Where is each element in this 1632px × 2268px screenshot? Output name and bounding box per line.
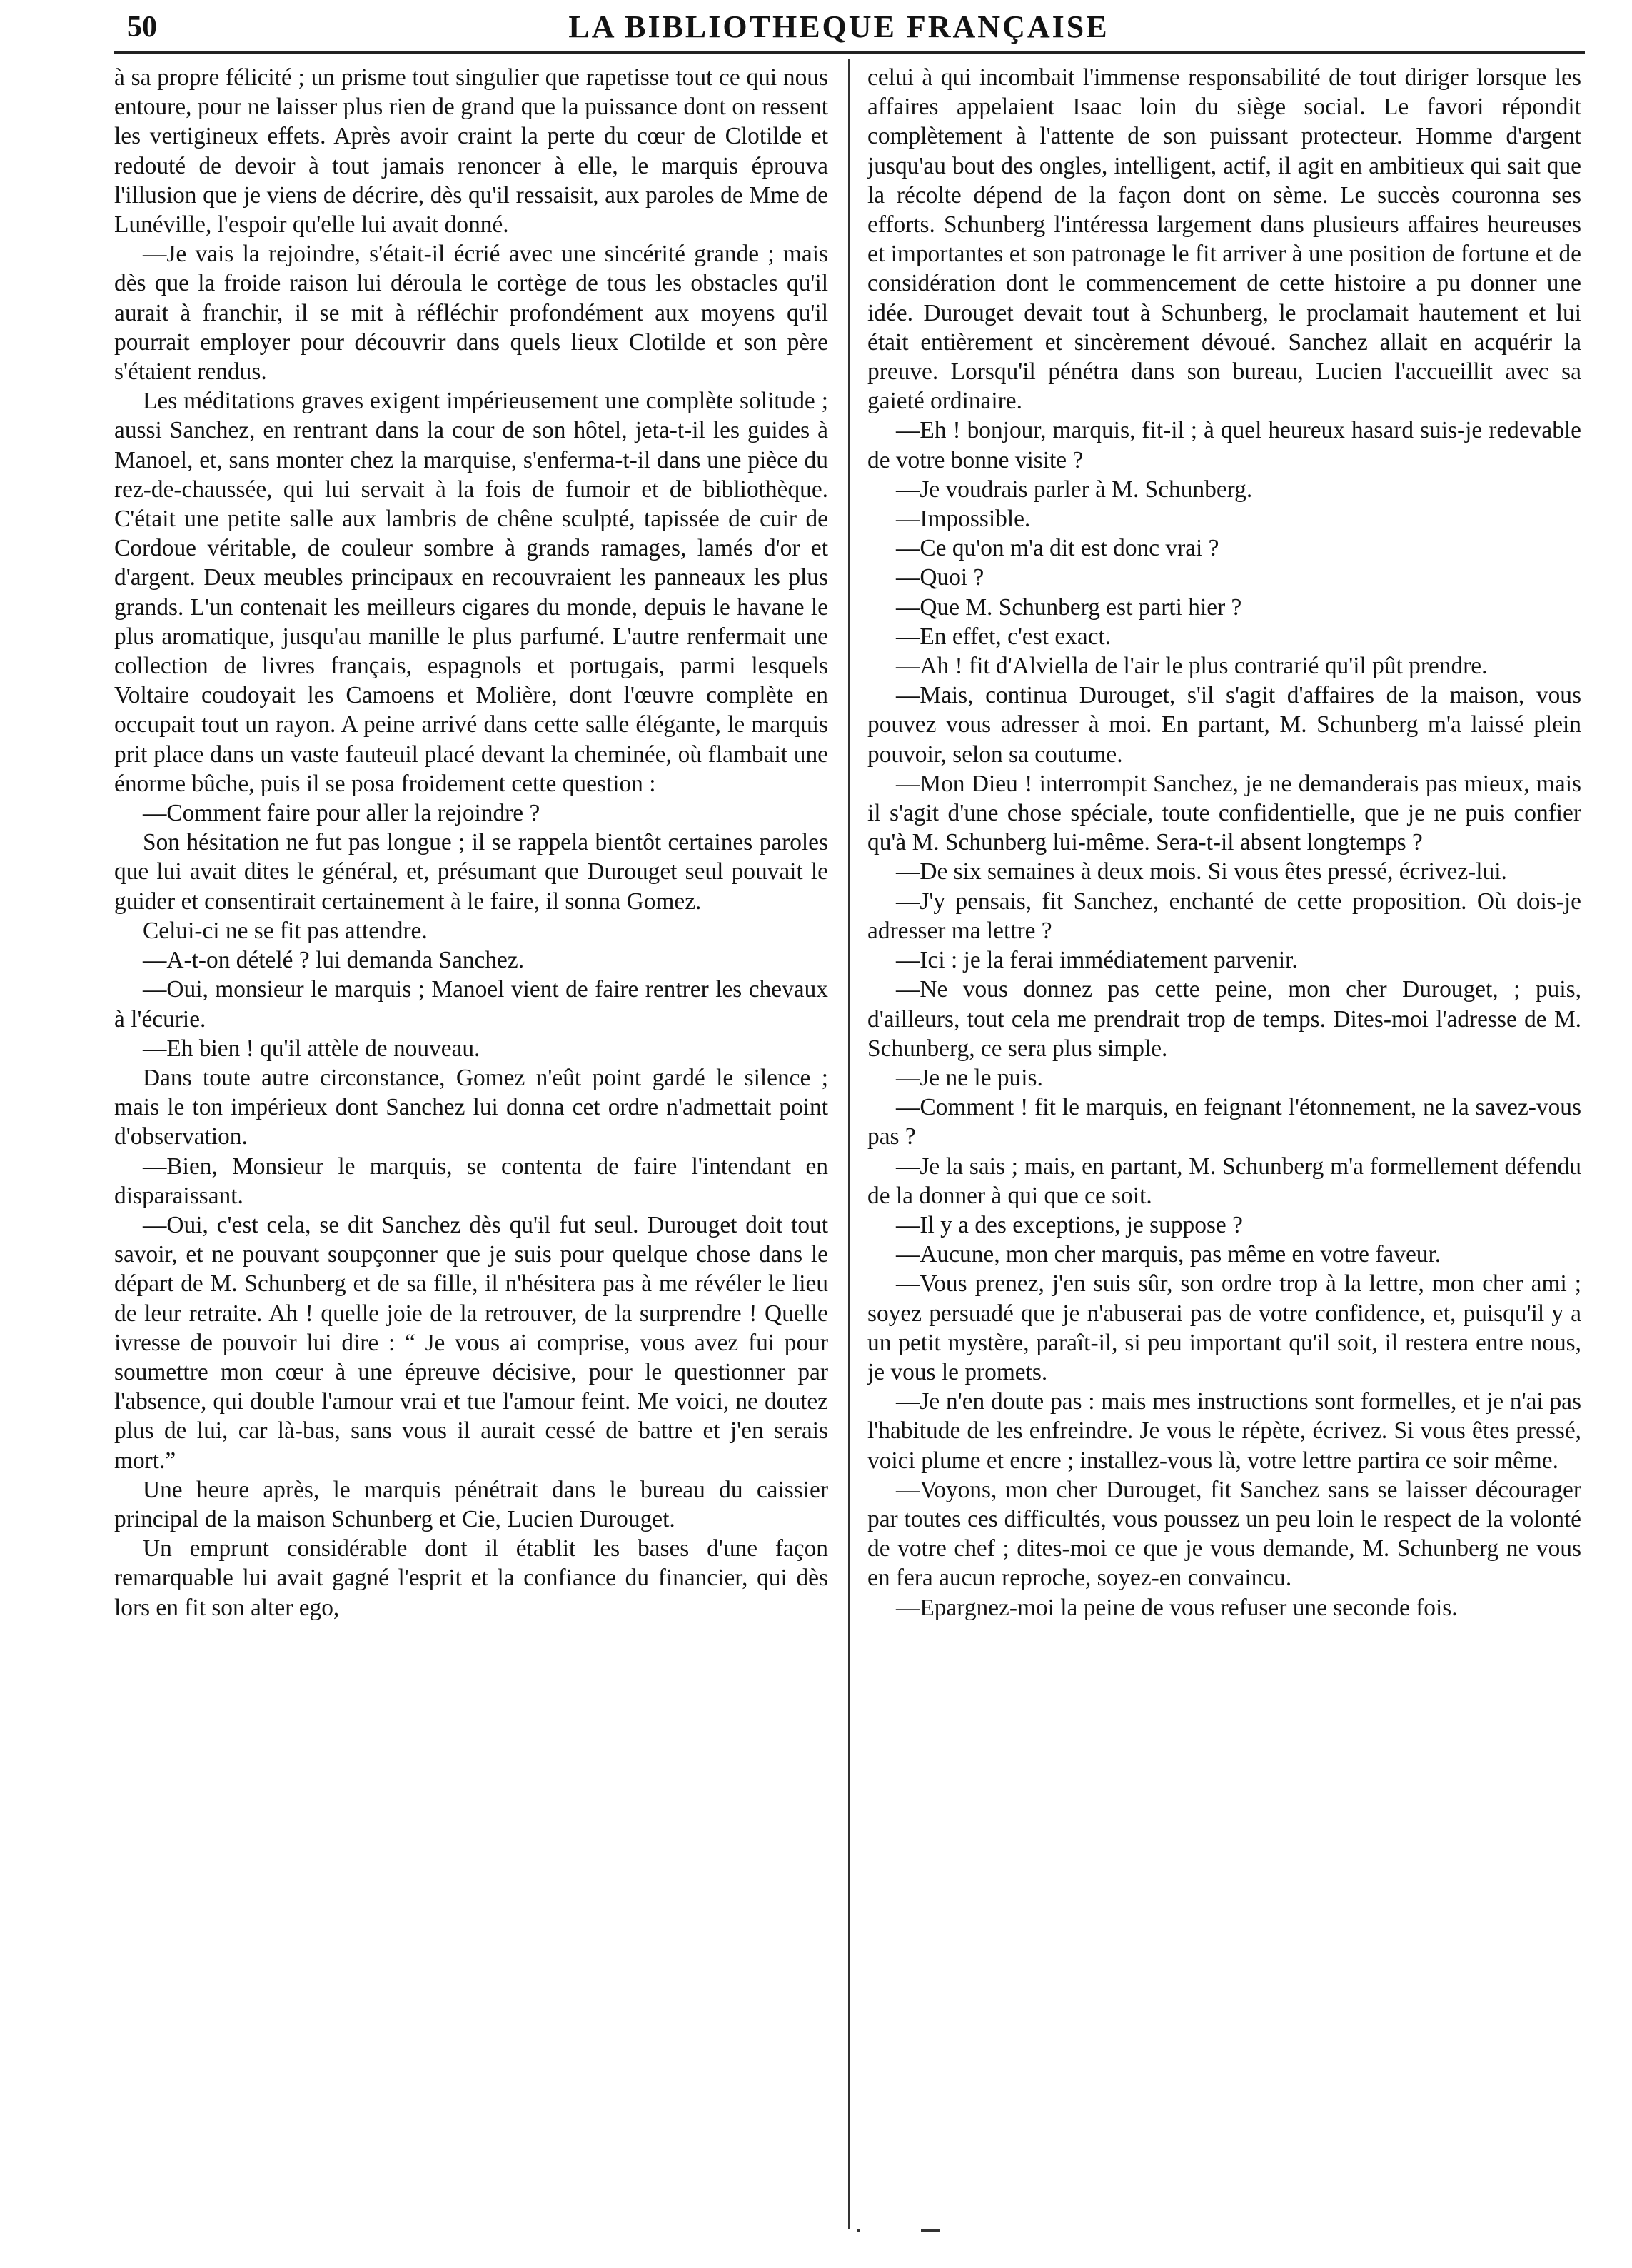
paragraph: —Oui, monsieur le marquis ; Manoel vient de faire rentrer les chevaux à l'écurie. bbox=[114, 976, 828, 1033]
paragraph: —Je ne le puis. bbox=[896, 1064, 1043, 1091]
paragraph: —Je la sais ; mais, en partant, M. Schunberg m'a formellement défendu de la donner à qui que ce soit. bbox=[867, 1153, 1581, 1209]
running-title: LA BIBLIOTHEQUE FRANÇAISE bbox=[568, 9, 1109, 44]
paragraph: —Ce qu'on m'a dit est donc vrai ? bbox=[896, 535, 1219, 562]
paragraph: Un emprunt considérable dont il établit les bases d'une façon remarquable lui avait gagné l'esprit et la confiance du financier, qui dès lors en fit son alter ego, bbox=[114, 1535, 828, 1621]
paragraph: —Ne vous donnez pas cette peine, mon cher Durouget, ; puis, d'ailleurs, tout cela me prendrait trop de temps. Dites-moi l'adresse de M. Schunberg, ce sera plus simple. bbox=[867, 976, 1581, 1062]
paragraph: —Oui, c'est cela, se dit Sanchez dès qu'il fut seul. Durouget doit tout savoir, et ne pouvant soupçonner que je suis pour quelque chose dans le départ de M. Schunberg et de sa fille, il n'hésitera pas à me révéler le lieu de leur retraite. Ah ! quelle joie de la retrouver, de la surprendre ! Quelle ivresse de pouvoir lui dire : “ Je vous ai comprise, vous avez fui pour soumettre mon cœur à une épreuve décisive, pour le questionner par l'absence, qui double l'amour vrai et tue l'amour feint. Me voici, ne doutez plus de lui, car là-bas, sans vous il aurait cessé de battre et j'en serais mort.” bbox=[114, 1211, 828, 1474]
footer-dot bbox=[857, 2229, 860, 2232]
right-column bbox=[867, 63, 1581, 1622]
paragraph: —Ici : je la ferai immédiatement parvenir. bbox=[896, 947, 1298, 974]
paragraph: —Eh bien ! qu'il attèle de nouveau. bbox=[143, 1035, 480, 1062]
paragraph: —De six semaines à deux mois. Si vous êtes pressé, écrivez-lui. bbox=[896, 858, 1507, 885]
paragraph: Celui-ci ne se fit pas attendre. bbox=[143, 917, 428, 944]
paragraph: —Bien, Monsieur le marquis, se contenta de faire l'intendant en disparaissant. bbox=[114, 1153, 828, 1209]
paragraph: Son hésitation ne fut pas longue ; il se rappela bientôt certaines paroles que lui avait dites le général, et, présumant que Durouget seul pouvait le guider et consentirait certainement à le faire, il sonna Gomez. bbox=[114, 829, 828, 915]
paragraph: —Je voudrais parler à M. Schunberg. bbox=[896, 476, 1253, 503]
paragraph: à sa propre félicité ; un prisme tout singulier que rapetisse tout ce qui nous entoure, pour ne laisser plus rien de grand que la puissance dont on ressent les vertigineux effets. Après avoir craint la perte du cœur de Clotilde et redouté de devoir à tout jamais renoncer à elle, le marquis éprouva l'illusion que je viens de décrire, dès qu'il ressaisit, aux paroles de Mme de Lunéville, l'espoir qu'elle lui avait donné. bbox=[114, 64, 828, 239]
paragraph: —En effet, c'est exact. bbox=[896, 623, 1112, 650]
paragraph: Une heure après, le marquis pénétrait dans le bureau du caissier principal de la maison Schunberg et Cie, Lucien Durouget. bbox=[114, 1476, 828, 1532]
column-divider bbox=[848, 59, 850, 2229]
paragraph: —Impossible. bbox=[896, 506, 1031, 533]
paragraph: Les méditations graves exigent impérieusement une complète solitude ; aussi Sanchez, en rentrant dans la cour de son hôtel, jeta-t-il les guides à Manoel, et, sans monter chez la marquise, s'enferma-t-il dans une pièce du rez-de-chaussée, qui lui servait à la fois de fumoir et de bibliothèque. C'était une petite salle aux lambris de chêne sculpté, tapissée de cuir de Cordoue véritable, de couleur sombre à grands ramages, lamés d'or et d'argent. Deux meubles principaux en recouvraient les panneaux les plus grands. L'un contenait les meilleurs cigares du monde, depuis le havane le plus aromatique, jusqu'au manille le plus parfumé. L'autre renfermait une collection de livres français, espagnols et portugais, parmi lesquels Voltaire coudoyait les Camoens et Molière, dont l'œuvre complète en occupait tout un rayon. A peine arrivé dans cette salle élégante, le marquis prit place dans un vaste fauteuil placé devant la cheminée, où flambait une énorme bûche, puis il se posa froidement cette question : bbox=[114, 388, 828, 797]
paragraph: —Eh ! bonjour, marquis, fit-il ; à quel heureux hasard suis-je redevable de votre bonne visite ? bbox=[867, 417, 1581, 473]
paragraph: —Voyons, mon cher Durouget, fit Sanchez sans se laisser décourager par toutes ces difficultés, vous poussez un peu loin le respect de la volonté de votre chef ; dites-moi ce que je vous demande, M. Schunberg ne vous en fera aucun reproche, soyez-en convaincu. bbox=[867, 1476, 1581, 1592]
paragraph: —Epargnez-moi la peine de vous refuser une seconde fois. bbox=[896, 1594, 1458, 1621]
page-number: 50 bbox=[127, 11, 157, 44]
paragraph: —J'y pensais, fit Sanchez, enchanté de cette proposition. Où dois-je adresser ma lettre ? bbox=[867, 888, 1581, 944]
header-rule bbox=[114, 51, 1585, 54]
paragraph: —Je vais la rejoindre, s'était-il écrié avec une sincérité grande ; mais dès que la froide raison lui déroula le cortège de tous les obstacles qu'il aurait à franchir, il se mit à réfléchir profondément aux moyens qu'il pourrait employer pour découvrir dans quels lieux Clotilde et son père s'étaient rendus. bbox=[114, 241, 828, 386]
paragraph: —Je n'en doute pas : mais mes instructions sont formelles, et je n'ai pas l'habitude de les enfreindre. Je vous le répète, écrivez. Si vous êtes pressé, voici plume et encre ; installez-vous là, votre lettre partira ce soir même. bbox=[867, 1388, 1581, 1474]
paragraph: —Ah ! fit d'Alviella de l'air le plus contrarié qu'il pût prendre. bbox=[896, 653, 1488, 680]
paragraph: —Quoi ? bbox=[896, 564, 984, 591]
paragraph: —Mais, continua Durouget, s'il s'agit d'affaires de la maison, vous pouvez vous adresser à moi. En partant, M. Schunberg m'a laissé plein pouvoir, selon sa coutume. bbox=[867, 682, 1581, 768]
paragraph: Dans toute autre circonstance, Gomez n'eût point gardé le silence ; mais le ton impérieux dont Sanchez lui donna cet ordre n'admettait point d'observation. bbox=[114, 1064, 828, 1150]
paragraph: —Vous prenez, j'en suis sûr, son ordre trop à la lettre, mon cher ami ; soyez persuadé que je n'abuserai pas de votre confidence, et, puisqu'il y a un petit mystère, paraît-il, si peu important qu'il soit, il restera entre nous, je vous le promets. bbox=[867, 1270, 1581, 1385]
paragraph: —Mon Dieu ! interrompit Sanchez, je ne demanderais pas mieux, mais il s'agit d'une chose spéciale, toute confidentielle, que je ne puis confier qu'à M. Schunberg lui-même. Sera-t-il absent longtemps ? bbox=[867, 770, 1581, 856]
footer-mark bbox=[921, 2229, 940, 2232]
paragraph: —Que M. Schunberg est parti hier ? bbox=[896, 593, 1242, 621]
journal-page bbox=[86, 0, 1592, 2268]
page-header bbox=[86, 6, 1592, 46]
paragraph: —Comment faire pour aller la rejoindre ? bbox=[143, 800, 540, 827]
left-column bbox=[114, 63, 828, 1622]
paragraph: —Aucune, mon cher marquis, pas même en votre faveur. bbox=[896, 1241, 1441, 1268]
paragraph: —Comment ! fit le marquis, en feignant l'étonnement, ne la savez-vous pas ? bbox=[867, 1094, 1581, 1150]
paragraph: celui à qui incombait l'immense responsabilité de tout diriger lorsque les affaires appelaient Isaac loin du siège social. Le favori répondit complètement à l'attente de son puissant protecteur. Homme d'argent jusqu'au bout des ongles, intelligent, actif, il agit en ambitieux qui sait que la récolte dépend de la façon dont on sème. Le succès couronna ses efforts. Schunberg l'intéressa largement dans plusieurs affaires heureuses et importantes et son patronage le fit arriver à une position de fortune et de considération dont le commencement de cette histoire a pu donner une idée. Durouget devait tout à Schunberg, le proclamait hautement et lui était entièrement et sincèrement dévoué. Sanchez allait en acquérir la preuve. Lorsqu'il pénétra dans son bureau, Lucien l'accueillit avec sa gaieté ordinaire. bbox=[867, 64, 1581, 415]
paragraph: —A-t-on dételé ? lui demanda Sanchez. bbox=[143, 947, 525, 974]
paragraph: —Il y a des exceptions, je suppose ? bbox=[896, 1211, 1243, 1238]
